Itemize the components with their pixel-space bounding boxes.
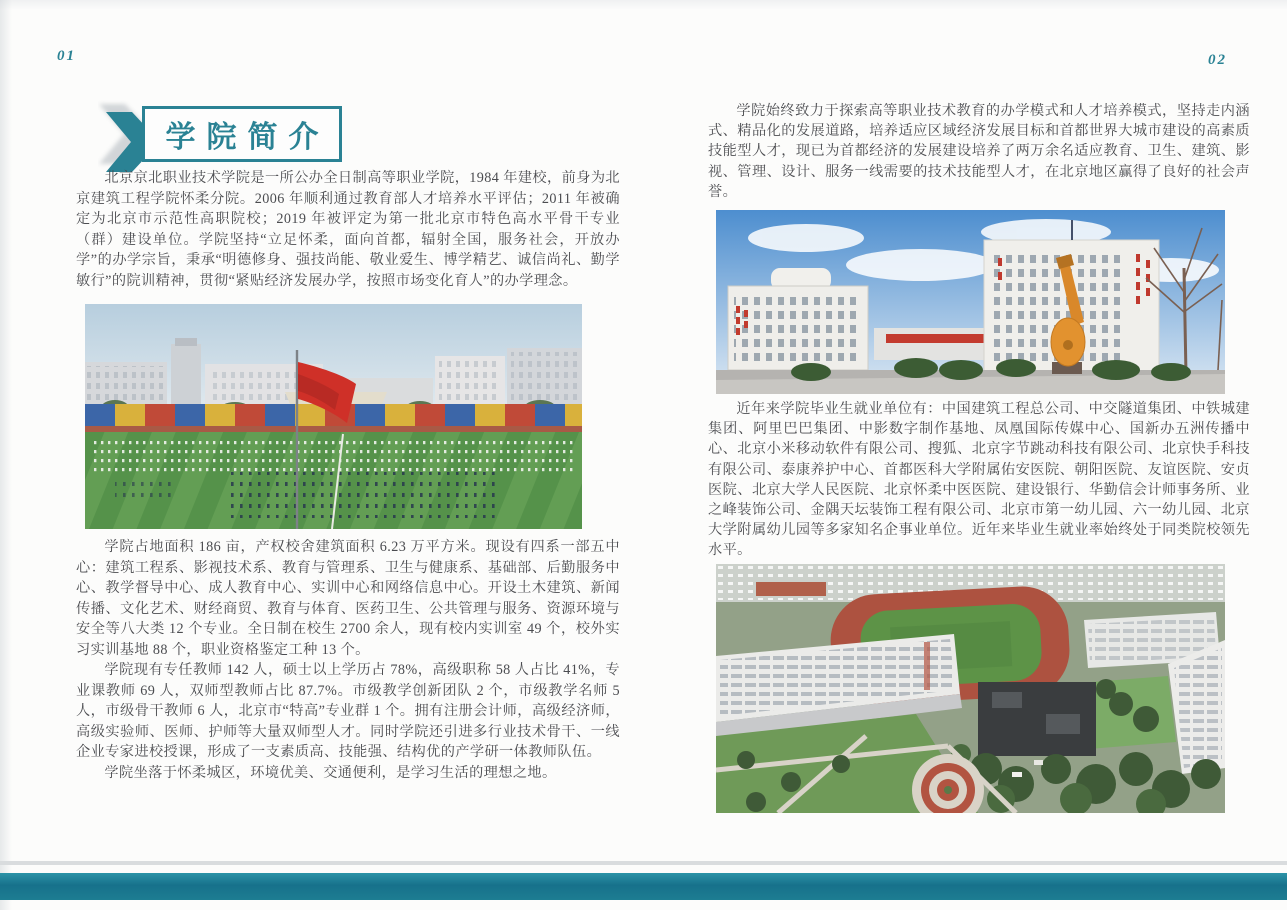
page-number-right: 02 bbox=[1208, 52, 1227, 68]
paragraph: 学院坐落于怀柔城区，环境优美、交通便利，是学习生活的理想之地。 bbox=[104, 764, 557, 781]
footer-accent-bar bbox=[0, 873, 1287, 900]
paragraph: 学院始终致力于探索高等职业技术教育的办学模式和人才培养模式，坚持走内涵式、精品化的发展道路，培养适应区域经济发展目标和首都世界大城市建设的高素质技能型人才，现已为首都经济的发展建设培养了两万余名适应教育、卫生、建筑、影视、管理、设计、服务一线需要的技术技能型人才，在北京地区赢得了良好的社会声誉。 bbox=[708, 103, 1250, 200]
section-title: 学院简介 bbox=[165, 121, 330, 154]
photo-sports-field-assembly bbox=[85, 304, 582, 529]
scan-edge-shading-left bbox=[0, 0, 12, 910]
section-title-box bbox=[142, 106, 342, 162]
campus-entrance-illustration bbox=[716, 210, 1225, 394]
paragraph: 北京京北职业技术学院是一所公办全日制高等职业学院，1984 年建校，前身为北京建筑工程学院怀柔分院。2006 年顺利通过教育部人才培养水平评估；2011 年被确定为北京市示范性高职院校；2019 年被评定为第一批北京市特色高水平骨干专业（群）建设单位。学院坚持“立足怀柔，面向首都，辐射全国，服务社会，开放办学”的办学宗旨，秉承“明德修身、强技尚能、敬业爱生、博学精艺、诚信尚礼、勤学敏行”的院训精神，贯彻“紧贴经济发展办学，按照市场变化育人”的办学理念。 bbox=[76, 170, 620, 289]
left-page-column bbox=[76, 168, 620, 783]
section-title-banner bbox=[98, 100, 350, 176]
paragraph: 近年来学院毕业生就业单位有：中国建筑工程总公司、中交隧道集团、中铁城建集团、阿里巴巴集团、中影数字制作基地、凤凰国际传媒中心、国新办五洲传播中心、北京小米移动软件有限公司、搜狐、北京字节跳动科技有限公司、北京快手科技有限公司、泰康养护中心、首都医科大学附属佑安医院、朝阳医院、友谊医院、安贞医院、北京大学人民医院、北京怀柔中医医院、建设银行、华勤信会计师事务所、业之峰装饰公司、金隅天坛装饰工程有限公司、北京市第一幼儿园、六一幼儿园、北京大学附属幼儿园等多家知名企事业单位。近年来毕业生就业率始终处于同类院校领先水平。 bbox=[708, 401, 1250, 559]
right-page-column bbox=[708, 101, 1250, 813]
scan-edge-shading-top bbox=[0, 0, 1287, 10]
page-number-left: 01 bbox=[57, 48, 76, 64]
campus-aerial-illustration bbox=[716, 564, 1225, 813]
footer-divider-line bbox=[0, 861, 1287, 865]
paragraph: 学院占地面积 186 亩，产权校舍建筑面积 6.23 万平方米。现设有四系一部五中心：建筑工程系、影视技术系、教育与管理系、卫生与健康系、基础部、后勤服务中心、教学督导中心、成人教育中心、实训中心和网络信息中心。开设土木建筑、新闻传播、文化艺术、财经商贸、教育与体育、医药卫生、公共管理与服务、资源环境与安全等八大类 12 个专业。全日制在校生 2700 余人，现有校内实训室 49 个，校外实习实训基地 88 个，职业资格鉴定工种 13 个。 bbox=[76, 539, 620, 658]
paragraph: 学院现有专任教师 142 人，硕士以上学历占 78%，高级职称 58 人占比 41%，专业课教师 69 人，双师型教师占比 87.7%。市级教学创新团队 2 个，市级教学名师 5 人，市级骨干教师 6 人，北京市“特高”专业群 1 个。拥有注册会计师，高级经济师，高级实验师、医师、护师等大量双师型人才。同时学院还引进多行业技术骨干、一线企业专家进校授课，形成了一支素质高、技能强、结构优的产学研一体教师队伍。 bbox=[76, 662, 620, 760]
photo-campus-aerial-view bbox=[716, 564, 1225, 813]
sports-field-illustration bbox=[85, 304, 582, 529]
photo-campus-buildings bbox=[716, 210, 1225, 394]
